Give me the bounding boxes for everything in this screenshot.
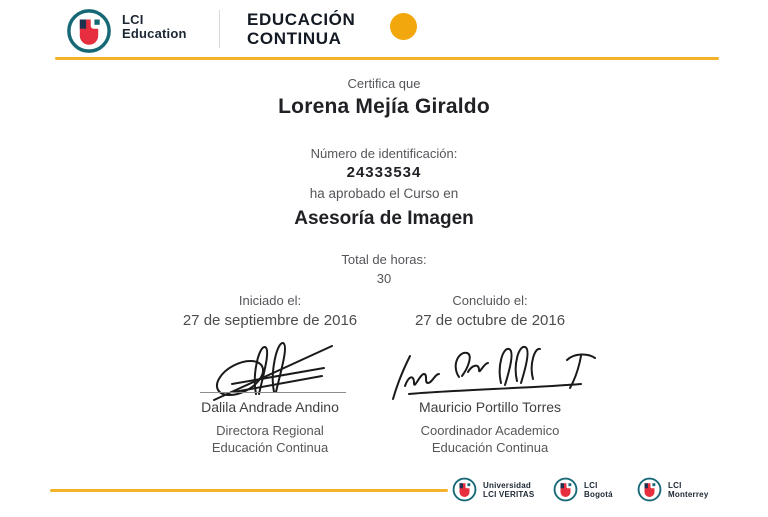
end-date-label: Concluido el: [452, 293, 528, 308]
start-date-value: 27 de septiembre de 2016 [182, 312, 358, 329]
campus-bogota-line1: LCI [584, 480, 598, 490]
lci-bogota-logo-icon [553, 477, 578, 502]
campus-veritas-line1: Universidad [483, 480, 531, 490]
recipient-name: Lorena Mejía Giraldo [278, 95, 490, 118]
signature-right-icon [383, 341, 603, 403]
program-wordmark [247, 10, 355, 48]
campus-veritas [452, 477, 534, 502]
bottom-accent-rule [50, 489, 448, 492]
signatory-right-block [380, 399, 600, 456]
signatory-right-role2: Educación Continua [431, 440, 549, 455]
course-name: Asesoría de Imagen [294, 208, 474, 229]
end-date-block [380, 293, 600, 329]
top-accent-rule [55, 57, 719, 60]
signatory-right-role1: Coordinador Academico [420, 423, 560, 438]
signatory-right-name: Mauricio Portillo Torres [418, 399, 562, 415]
hours-value: 30 [376, 271, 392, 286]
campus-veritas-line2: LCI VERITAS [483, 489, 535, 499]
lci-veritas-logo-icon [452, 477, 477, 502]
certifies-label: Certifica que [347, 76, 421, 91]
signatory-left-role2: Educación Continua [211, 440, 329, 455]
header-divider [219, 10, 220, 48]
signature-left-icon [202, 334, 352, 406]
id-label: Número de identificación: [310, 146, 458, 161]
lci-logo-wordmark [122, 13, 187, 41]
lci-logo-line1: LCI [122, 12, 144, 27]
approved-label: ha aprobado el Curso en [309, 186, 459, 201]
lci-monterrey-logo-icon [637, 477, 662, 502]
signatory-left-role1: Directora Regional [216, 423, 324, 438]
lci-logo-icon [66, 8, 112, 54]
campus-bogota [553, 477, 613, 502]
end-date-value: 27 de octubre de 2016 [414, 312, 566, 329]
campus-monterrey-line1: LCI [668, 480, 682, 490]
start-date-block [150, 293, 390, 329]
campus-bogota-line2: Bogotá [584, 489, 613, 499]
start-date-label: Iniciado el: [238, 293, 302, 308]
campus-monterrey [637, 477, 708, 502]
lci-logo-line2: Education [122, 26, 187, 41]
program-wordmark-line2: CONTINUA [247, 29, 342, 48]
id-number: 24333534 [346, 164, 422, 181]
program-wordmark-line1: EDUCACIÓN [247, 10, 356, 29]
campus-monterrey-line2: Monterrey [668, 489, 709, 499]
yellow-dot-icon [390, 13, 417, 40]
hours-label: Total de horas: [341, 252, 427, 267]
signatory-left-block [150, 399, 390, 456]
signature-left-line [200, 392, 346, 393]
signatory-left-name: Dalila Andrade Andino [201, 399, 339, 415]
